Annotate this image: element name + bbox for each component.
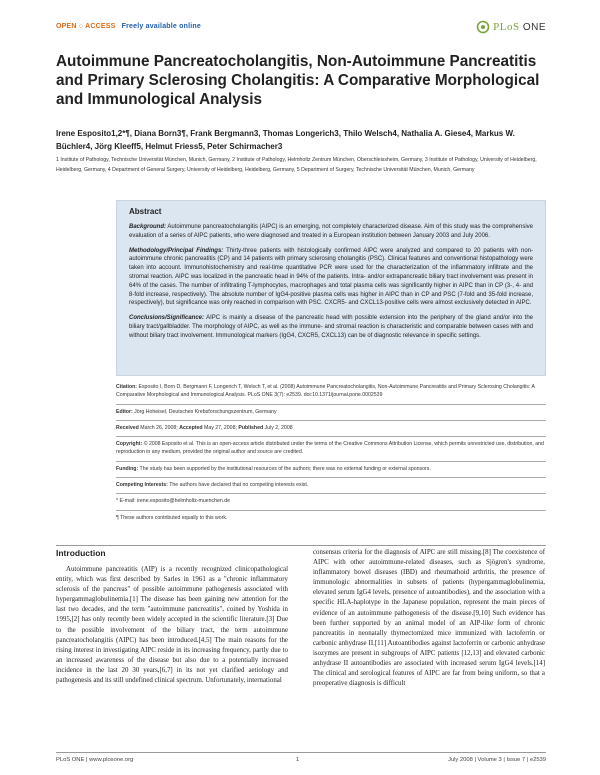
- divider: [116, 420, 546, 421]
- introduction-right-column: consensus criteria for the diagnosis of AIPC are still missing.[8] The coexistence of AIPC with other autoimmune-related diseases, such as Sjögren's syndrome, inflammatory bowel diseases (IBD) and rheumathoid arthritis, the presence of immunologic abnormalities in subsets of patients (hypergammaglobulinemia, elevated serum IgG4 levels, presence of autoantibodies), and the association with a specific HLA-haplotype in the Japanese population, represent the main pieces of evidence of an autoimmune pathogenesis of the disease.[9,10] Such evidence has been further supported by an animal model of an AIP-like form of chronic pancreatitis in neonatally thymectomized mice immunized with lactoferrin or carbonic anhydrase II.[11] Autoantibodies against lactoferrin or carbonic anhydrase isozymes are present in subgroups of AIPC patients [12,13] and elevated carbonic anhydrase II autoantibodies are associated with increased serum IgG4 levels.[14] The clinical and serological features of AIPC are far from being uniform, so that a preoperative diagnosis is difficult: [313, 549, 545, 688]
- abstract-conclusions: [129, 314, 533, 340]
- introduction-left-column: Autoimmune pancreatitis (AIP) is a recently recognized clinicopathological entity, which was first described by Sarles in 1961 as a "chronic inflammatory sclerosis of the pancreas" of possible autoimmune pathogenesis associated with hypergammaglobulinemia.[1] The disease has been gaining new attention for the last two decades, and the term "autoimmune pancreatitis", coined by Yoshida in 1995,[2] has only recently been widely accepted in the scientific literature.[3] Due to the possible involvement of the biliary tract, the term autoimmune pancreatocholangitis (AIPC) has been introduced.[4,5] The main reasons for the rising interest in investigating AIPC reside in its increasing frequency, partly due to an increased awareness of the disease but also due to a potentially increased incidence in the last 20 30 years,[6,7] in its not yet clarified aetiology and pathogenesis and its still undefined clinical spectrum. Unfortunately, international: [56, 566, 288, 685]
- affiliations: 1 Institute of Pathology, Technische Universität München, Munich, Germany, 2 Institute of Pathology, Helmholtz Zentrum München, Oberschleissheim, Germany, 3 Institute of Pathology, University of Heidelberg, Heidelberg, Germany, 4 Department of General Surgery, University of Heidelberg, Heidelberg, Germany, 5 Department of Surgery, Technische Universität München, Munich, Germany: [56, 157, 537, 173]
- abstract-box: [116, 200, 546, 376]
- section-rule: [56, 545, 546, 546]
- author-list: Irene Esposito1,2*¶, Diana Born3¶, Frank Bergmann3, Thomas Longerich3, Thilo Welsch4, Nathalia A. Giese4, Markus W. Büchler4, Jörg Kleeff5, Helmut Friess5, Peter Schirmacher3: [56, 129, 515, 151]
- copyright: Copyright: © 2008 Esposito et al. This is an open-access article distributed under the terms of the Creative Commons Attribution License, which permits unrestricted use, distribution, and reproduction in any medium, provided the original author and source are credited.: [116, 441, 544, 456]
- divider: [116, 436, 546, 437]
- funding: Funding: The study has been supported by the institutional resources of the authors; there was no external funding or external sponsors.: [116, 465, 431, 472]
- background-text: Autoimmune pancreatocholangitis (AIPC) is an emerging, not completely characterized disease. Aim of this study was the comprehensive evaluation of a series of AIPC patients, who were diagnosed and treated in a European institution between January 2003 and July 2006.: [129, 224, 533, 239]
- page-number: 1: [296, 757, 300, 763]
- divider: [116, 404, 546, 405]
- page-footer: [56, 752, 546, 763]
- divider: [116, 510, 546, 511]
- abstract-background: [129, 223, 533, 241]
- journal-header: [56, 20, 546, 38]
- article-metadata: [116, 383, 546, 524]
- footer-journal[interactable]: PLoS ONE | www.plosone.org: [56, 757, 134, 763]
- corresponding-email[interactable]: * E-mail: irene.esposito@helmholtz-muenchen.de: [116, 498, 230, 505]
- divider: [116, 493, 546, 494]
- introduction-heading: Introduction: [56, 548, 106, 558]
- open-access-lock-icon: ○: [78, 23, 84, 30]
- logo-text: PLoS ONE: [493, 21, 546, 33]
- footer-issue: July 2008 | Volume 3 | Issue 7 | e2539: [448, 757, 546, 763]
- methods-label: Methodology/Principal Findings:: [129, 247, 224, 254]
- abstract-heading: Abstract: [129, 207, 162, 216]
- free-online-label: Freely available online: [121, 23, 201, 30]
- conclusions-label: Conclusions/Significance:: [129, 315, 205, 322]
- access-label: ACCESS: [85, 23, 116, 30]
- divider: [116, 477, 546, 478]
- article-title: Autoimmune Pancreatocholangitis, Non-Autoimmune Pancreatitis and Primary Sclerosing Cholangitis: A Comparative Morphological and Immunological Analysis: [56, 53, 540, 108]
- competing-interests: Competing Interests: The authors have declared that no competing interests exist.: [116, 482, 309, 489]
- methods-text: Thirty-three patients with histologically confirmed AIPC were analyzed and compared to 20 patients with non-autoimmune chronic pancreatitis (CP) and 14 patients with primary sclerosing cholangitis (PSC). Clinical features and conventional histopathology were taken into account. Immunohistochemistry and real-time quantitative PCR were used for the characterization of the inflammatory infiltrate and the stromal reaction. AIPC was localized in the pancreatic head in 94% of the patients. Intra- and/or extrapancreatic biliary tract involvement was present in 64% of the cases. The number of infiltrating T-lymphocytes, macrophages and total plasma cells was significantly higher in AIPC than in CP (3-, 4- and 8-fold increase, respectively). The absolute number of IgG4-positive plasma cells was higher in AIPC than in CP and PSC (7-fold and 35-fold increase, respectively), but significance was only reached in comparison with PSC. CXCR5- and CXCL13-positive cells were almost exclusively detected in AIPC.: [129, 247, 534, 307]
- abstract-methods: [129, 247, 533, 309]
- plos-logo-icon: [476, 20, 490, 34]
- plos-one-logo: [476, 20, 546, 34]
- editor: Editor: Jörg Hoheisel, Deutsches Krebsforschungszentrum, Germany: [116, 408, 277, 415]
- conclusions-text: AIPC is mainly a disease of the pancreatic head with possible extension into the periphery of the gland and/or into the biliary tract/gallbladder. The morphology of AIPC, as well as the immune- and stromal reaction is characteristic and comparable between cases with and without biliary tract involvement. Immunological markers (IgG4, CXCR5, CXCL13) can be of diagnostic relevance in specific settings.: [129, 315, 533, 339]
- divider: [116, 461, 546, 462]
- citation: Citation: Esposito I, Born D, Bergmann F, Longerich T, Welsch T, et al. (2008) Autoimmune Pancreatocholangitis, Non-Autoimmune Pancreatitis and Primary Sclerosing Cholangitis: A Comparative Morphological and Immunological Analysis. PLoS ONE 3(7): e2539. doi:10.1371/journal.pone.0002539: [116, 384, 535, 399]
- background-label: Background:: [129, 224, 167, 230]
- open-access-banner: [56, 23, 201, 30]
- open-label: OPEN: [56, 23, 77, 30]
- equal-contribution-note: ¶ These authors contributed equally to this work.: [116, 514, 228, 521]
- dates: Received March 26, 2008; Accepted May 27, 2008; Published July 2, 2008: [116, 424, 293, 431]
